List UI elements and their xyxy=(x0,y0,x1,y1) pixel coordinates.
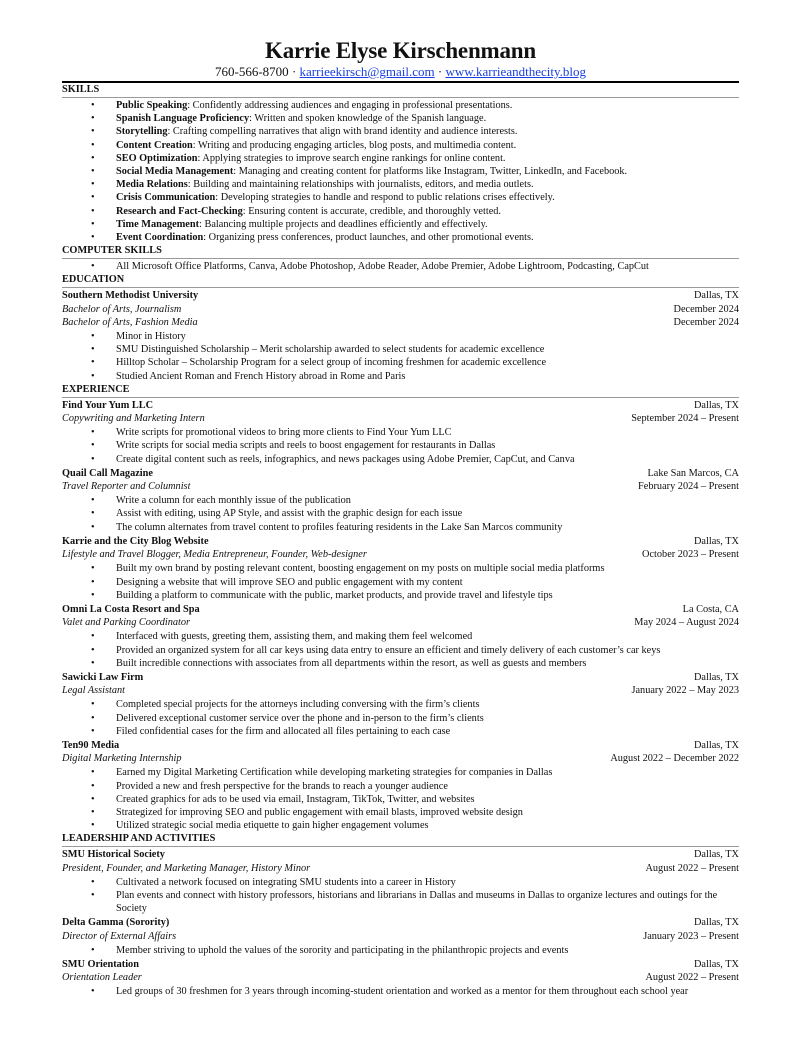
entry-header xyxy=(62,399,739,412)
role-row xyxy=(62,930,739,943)
item-text: Created graphics for ads to be used via email, Instagram, TikTok, Twitter, and websites xyxy=(116,793,475,805)
section-education xyxy=(62,274,739,382)
list-item xyxy=(62,139,739,152)
entry-header xyxy=(62,739,739,752)
list-item xyxy=(62,889,739,915)
list-item xyxy=(62,426,739,439)
entry-header xyxy=(62,535,739,548)
role-row xyxy=(62,684,739,697)
item-text: SMU Distinguished Scholarship – Merit scholarship awarded to select students for academic excellence xyxy=(116,344,545,356)
bullet-icon: • xyxy=(91,370,95,382)
item-text: : Written and spoken knowledge of the Spanish language. xyxy=(249,113,487,125)
item-text: Write scripts for promotional videos to bring more clients to Find Your Yum LLC xyxy=(116,427,452,439)
entry-header xyxy=(62,848,739,861)
bullet-icon: • xyxy=(91,986,95,998)
bullet-icon: • xyxy=(91,261,95,273)
separator: · xyxy=(288,64,300,79)
bullet-icon: • xyxy=(91,440,95,452)
item-text: Strategized for improving SEO and public engagement with email blasts, improved website design xyxy=(116,806,523,818)
item-text: : Organizing press conferences, product launches, and other promotional events. xyxy=(203,232,534,244)
list-item xyxy=(62,231,739,244)
role-title: Copywriting and Marketing Intern xyxy=(62,413,205,425)
item-text: Filed confidential cases for the firm and allocated all files pertaining to each case xyxy=(116,725,451,737)
list-item xyxy=(62,944,739,957)
list-item xyxy=(62,819,739,832)
list-item xyxy=(62,562,739,575)
item-text: Cultivated a network focused on integrating SMU students into a career in History xyxy=(116,876,456,888)
date-range: September 2024 – Present xyxy=(631,413,739,425)
item-text: All Microsoft Office Platforms, Canva, Adobe Photoshop, Adobe Reader, Adobe Premier, Adobe Lightroom, Podcasting, CapCut xyxy=(116,261,649,273)
bullet-icon: • xyxy=(91,725,95,737)
contact-line xyxy=(62,64,739,80)
item-text: Assist with editing, using AP Style, and assist with the graphic design for each issue xyxy=(116,508,463,520)
bullet-icon: • xyxy=(91,205,95,217)
entry xyxy=(62,739,739,832)
entry xyxy=(62,958,739,999)
list-item xyxy=(62,630,739,643)
bullet-icon: • xyxy=(91,218,95,230)
list-item xyxy=(62,712,739,725)
date-range: May 2024 – August 2024 xyxy=(634,617,739,629)
bullet-icon: • xyxy=(91,576,95,588)
list-item xyxy=(62,178,739,191)
item-text: : Writing and producing engaging articles, blog posts, and multimedia content. xyxy=(192,139,517,151)
list-item xyxy=(62,494,739,507)
date-range: January 2022 – May 2023 xyxy=(631,685,739,697)
list-item xyxy=(62,260,739,273)
resume-page xyxy=(62,38,739,999)
item-text: : Confidently addressing audiences and engaging in professional presentations. xyxy=(187,100,513,111)
item-label: Storytelling xyxy=(116,126,168,138)
list-item xyxy=(62,766,739,779)
bullet-icon: • xyxy=(91,495,95,507)
date-range: December 2024 xyxy=(673,316,739,328)
location: Dallas, TX xyxy=(694,917,739,929)
bullet-icon: • xyxy=(91,889,95,901)
list-item xyxy=(62,218,739,231)
item-text: Minor in History xyxy=(116,331,186,343)
bullet-icon: • xyxy=(91,331,95,343)
bullet-list xyxy=(62,630,739,670)
bullet-icon: • xyxy=(91,521,95,533)
role-row xyxy=(62,752,739,765)
entry xyxy=(62,535,739,602)
bullet-list xyxy=(62,330,739,383)
list-item xyxy=(62,780,739,793)
bullet-icon: • xyxy=(91,699,95,711)
item-text: Delivered exceptional customer service over the phone and in-person to the firm’s clients xyxy=(116,712,484,724)
organization: Omni La Costa Resort and Spa xyxy=(62,603,200,615)
bullet-list xyxy=(62,99,739,244)
role-title: Valet and Parking Coordinator xyxy=(62,617,191,629)
section-title: SKILLS xyxy=(62,84,739,98)
bullet-icon: • xyxy=(91,820,95,832)
list-item xyxy=(62,576,739,589)
bullet-icon: • xyxy=(91,344,95,356)
item-text: Utilized strategic social media etiquette to gain higher engagement volumes xyxy=(116,820,429,832)
bullet-icon: • xyxy=(91,657,95,669)
item-text: Studied Ancient Roman and French History abroad in Rome and Paris xyxy=(116,370,406,382)
bullet-icon: • xyxy=(91,631,95,643)
organization: Sawicki Law Firm xyxy=(62,671,144,683)
item-text: Designing a website that will improve SEO and public engagement with my content xyxy=(116,576,463,588)
bullet-icon: • xyxy=(91,944,95,956)
date-range: October 2023 – Present xyxy=(642,549,739,561)
bullet-list xyxy=(62,260,739,273)
entry-header xyxy=(62,289,739,302)
role-title: Orientation Leader xyxy=(62,972,142,984)
location: Lake San Marcos, CA xyxy=(647,467,739,479)
item-label: Media Relations xyxy=(116,179,188,191)
item-text: Led groups of 30 freshmen for 3 years through incoming-student orientation and worked as a mentor for them throughout each school year xyxy=(116,986,689,998)
entry-header xyxy=(62,603,739,616)
entry xyxy=(62,916,739,957)
bullet-list xyxy=(62,876,739,916)
item-label: Research and Fact-Checking xyxy=(116,205,243,217)
item-text: Create digital content such as reels, infographics, and news packages using Adobe Premier, CapCut, and Canva xyxy=(116,453,575,465)
item-text: : Building and maintaining relationships with journalists, editors, and media outlets. xyxy=(187,179,534,191)
bullet-icon: • xyxy=(91,357,95,369)
organization: Ten90 Media xyxy=(62,739,120,751)
entry xyxy=(62,848,739,915)
item-text: Built my own brand by posting relevant content, boosting engagement on my posts on multiple social media platforms xyxy=(116,563,605,575)
item-label: Spanish Language Proficiency xyxy=(116,113,250,125)
bullet-icon: • xyxy=(91,179,95,191)
role-title: Director of External Affairs xyxy=(62,930,177,942)
item-text: Provided a new and fresh perspective for the brands to reach a younger audience xyxy=(116,780,448,792)
section-title: EXPERIENCE xyxy=(62,384,739,398)
role-row xyxy=(62,862,739,875)
entry-header xyxy=(62,958,739,971)
role-row xyxy=(62,548,739,561)
organization: Quail Call Magazine xyxy=(62,467,153,479)
phone-number: 760-566-8700 xyxy=(215,64,289,79)
date-range: February 2024 – Present xyxy=(638,481,739,493)
email-link[interactable]: karrieekirsch@gmail.com xyxy=(299,64,435,79)
bullet-icon: • xyxy=(91,767,95,779)
item-label: Content Creation xyxy=(116,139,193,151)
role-row xyxy=(62,971,739,984)
bullet-icon: • xyxy=(91,166,95,178)
item-text: : Developing strategies to handle and respond to public relations crises effectively. xyxy=(215,192,555,204)
role-title: Digital Marketing Internship xyxy=(62,753,182,765)
item-label: SEO Optimization xyxy=(116,152,198,164)
role-title: Travel Reporter and Columnist xyxy=(62,481,191,493)
entry-header xyxy=(62,467,739,480)
location: Dallas, TX xyxy=(694,739,739,751)
list-item xyxy=(62,657,739,670)
item-text: : Ensuring content is accurate, credible, and thoroughly vetted. xyxy=(242,205,501,217)
bullet-icon: • xyxy=(91,113,95,125)
date-range: August 2022 – Present xyxy=(645,862,739,874)
role-title: Bachelor of Arts, Journalism xyxy=(62,303,182,315)
bullet-list xyxy=(62,766,739,832)
section-experience xyxy=(62,384,739,833)
role-row xyxy=(62,303,739,316)
list-item xyxy=(62,453,739,466)
item-label: Time Management xyxy=(116,218,200,230)
item-text: Provided an organized system for all car keys using data entry to ensure an efficient and timely delivery of each customer’s car keys xyxy=(116,644,661,656)
bullet-icon: • xyxy=(91,152,95,164)
item-text: : Balancing multiple projects and deadlines efficiently and effectively. xyxy=(199,218,488,230)
item-label: Social Media Management xyxy=(116,166,234,178)
location: Dallas, TX xyxy=(694,958,739,970)
section-title: COMPUTER SKILLS xyxy=(62,245,739,259)
organization: Southern Methodist University xyxy=(62,290,199,302)
item-text: Built incredible connections with associates from all departments within the resort, as well as guests and members xyxy=(116,657,587,669)
date-range: December 2024 xyxy=(673,303,739,315)
section-leadership-and-activities xyxy=(62,833,739,998)
list-item xyxy=(62,698,739,711)
section-computer-skills xyxy=(62,245,739,273)
item-text: Completed special projects for the attorneys including conversing with the firm’s clients xyxy=(116,699,480,711)
item-text: Building a platform to communicate with the public, market products, and provide travel and lifestyle tips xyxy=(116,589,553,601)
website-link[interactable]: www.karrieandthecity.blog xyxy=(445,64,586,79)
item-text: The column alternates from travel content to profiles featuring residents in the Lake San Marcos community xyxy=(116,521,563,533)
bullet-list xyxy=(62,944,739,957)
bullet-icon: • xyxy=(91,126,95,138)
bullet-icon: • xyxy=(91,508,95,520)
location: Dallas, TX xyxy=(694,399,739,411)
item-text: : Managing and creating content for platforms like Instagram, Twitter, LinkedIn, and Facebook. xyxy=(233,166,628,178)
section-skills xyxy=(62,84,739,244)
item-label: Crisis Communication xyxy=(116,192,216,204)
role-title: Legal Assistant xyxy=(62,685,126,697)
list-item xyxy=(62,343,739,356)
role-title: President, Founder, and Marketing Manager, History Minor xyxy=(62,862,311,874)
item-text: : Applying strategies to improve search engine rankings for online content. xyxy=(197,152,506,164)
location: Dallas, TX xyxy=(694,671,739,683)
item-label: Event Coordination xyxy=(116,232,204,244)
role-row xyxy=(62,316,739,329)
bullet-icon: • xyxy=(91,563,95,575)
item-text: Write a column for each monthly issue of the publication xyxy=(116,495,351,507)
organization: SMU Historical Society xyxy=(62,849,165,861)
separator: · xyxy=(434,64,446,79)
list-item xyxy=(62,521,739,534)
list-item xyxy=(62,370,739,383)
bullet-icon: • xyxy=(91,876,95,888)
section-title: EDUCATION xyxy=(62,274,739,288)
item-text: Plan events and connect with history professors, historians and librarians in Dallas and museums in Dallas to organize lectures and outings for the Society xyxy=(116,889,718,915)
role-title: Lifestyle and Travel Blogger, Media Entrepreneur, Founder, Web-designer xyxy=(62,549,367,561)
date-range: August 2022 – Present xyxy=(645,972,739,984)
bullet-icon: • xyxy=(91,806,95,818)
list-item xyxy=(62,793,739,806)
entry xyxy=(62,399,739,466)
list-item xyxy=(62,152,739,165)
bullet-list xyxy=(62,985,739,998)
section-title: LEADERSHIP AND ACTIVITIES xyxy=(62,833,739,847)
list-item xyxy=(62,205,739,218)
entry xyxy=(62,671,739,738)
bullet-icon: • xyxy=(91,100,95,111)
list-item xyxy=(62,985,739,998)
bullet-icon: • xyxy=(91,139,95,151)
entry xyxy=(62,467,739,534)
list-item xyxy=(62,330,739,343)
header-divider xyxy=(62,81,739,83)
entry-header xyxy=(62,671,739,684)
role-row xyxy=(62,412,739,425)
list-item xyxy=(62,806,739,819)
list-item xyxy=(62,125,739,138)
bullet-icon: • xyxy=(91,427,95,439)
list-item xyxy=(62,99,739,112)
item-text: Earned my Digital Marketing Certification while developing marketing strategies for companies in Dallas xyxy=(116,767,553,779)
bullet-list xyxy=(62,698,739,738)
list-item xyxy=(62,439,739,452)
item-text: Member striving to uphold the values of the sorority and participating in the philanthropic projects and events xyxy=(116,944,569,956)
bullet-list xyxy=(62,426,739,466)
bullet-list xyxy=(62,494,739,534)
resume-sections xyxy=(62,84,739,999)
list-item xyxy=(62,644,739,657)
list-item xyxy=(62,112,739,125)
role-row xyxy=(62,480,739,493)
item-label: Public Speaking xyxy=(116,100,188,111)
bullet-icon: • xyxy=(91,793,95,805)
bullet-icon: • xyxy=(91,192,95,204)
organization: Find Your Yum LLC xyxy=(62,399,154,411)
location: Dallas, TX xyxy=(694,290,739,302)
organization: Karrie and the City Blog Website xyxy=(62,535,209,547)
role-title: Bachelor of Arts, Fashion Media xyxy=(62,316,198,328)
item-text: : Crafting compelling narratives that align with brand identity and audience interests. xyxy=(167,126,518,138)
item-text: Interfaced with guests, greeting them, assisting them, and making them feel welcomed xyxy=(116,631,473,643)
bullet-list xyxy=(62,562,739,602)
list-item xyxy=(62,356,739,369)
list-item xyxy=(62,589,739,602)
list-item xyxy=(62,165,739,178)
date-range: August 2022 – December 2022 xyxy=(610,753,739,765)
entry xyxy=(62,603,739,670)
location: Dallas, TX xyxy=(694,535,739,547)
date-range: January 2023 – Present xyxy=(643,930,739,942)
entry-header xyxy=(62,916,739,929)
bullet-icon: • xyxy=(91,644,95,656)
list-item xyxy=(62,876,739,889)
entry xyxy=(62,289,739,382)
bullet-icon: • xyxy=(91,589,95,601)
item-text: Hilltop Scholar – Scholarship Program for a select group of incoming freshmen for academic excellence xyxy=(116,357,547,369)
bullet-icon: • xyxy=(91,453,95,465)
list-item xyxy=(62,507,739,520)
bullet-icon: • xyxy=(91,712,95,724)
bullet-icon: • xyxy=(91,780,95,792)
list-item xyxy=(62,191,739,204)
item-text: Write scripts for social media scripts and reels to boost engagement for restaurants in Dallas xyxy=(116,440,496,452)
list-item xyxy=(62,725,739,738)
location: Dallas, TX xyxy=(694,849,739,861)
role-row xyxy=(62,616,739,629)
bullet-icon: • xyxy=(91,232,95,244)
organization: SMU Orientation xyxy=(62,958,139,970)
organization: Delta Gamma (Sorority) xyxy=(62,917,170,929)
resume-name: Karrie Elyse Kirschenmann xyxy=(265,38,536,63)
location: La Costa, CA xyxy=(682,603,739,615)
